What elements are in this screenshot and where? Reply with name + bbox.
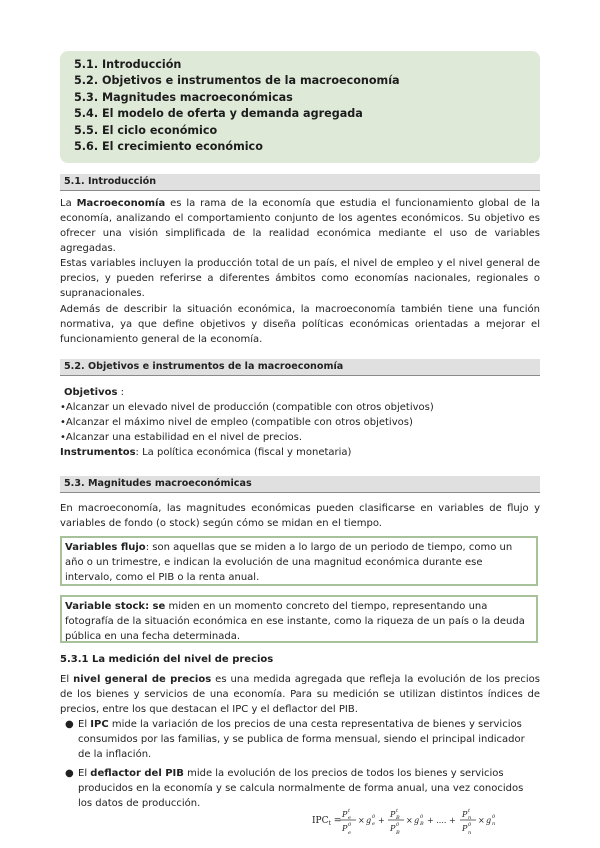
- svg-text:0: 0: [468, 822, 472, 828]
- svg-text:0: 0: [492, 814, 496, 820]
- svg-text:t: t: [396, 808, 399, 814]
- definition-box-flujo: [60, 536, 538, 586]
- toc-item[interactable]: 5.6. El crecimiento económico: [74, 140, 263, 154]
- svg-text:0: 0: [348, 822, 352, 828]
- svg-text:+ .... +: + .... +: [427, 816, 456, 825]
- svg-text:×: ×: [358, 816, 365, 825]
- text: mide la variación de los precios de una cesta representativa de bienes y servicios consumidos por las familias, y se publica de forma mensual, siendo el principal indicador de la inflación.: [78, 719, 525, 760]
- text: El: [78, 719, 91, 730]
- ipc-formula-image: [310, 803, 550, 839]
- bold-term: nivel general de precios: [73, 674, 212, 685]
- toc-item[interactable]: 5.4. El modelo de oferta y demanda agregada: [74, 107, 363, 121]
- svg-text:P: P: [390, 824, 396, 833]
- svg-text:B: B: [396, 815, 400, 821]
- definition-box-stock: [60, 595, 538, 643]
- text: es la rama de la economía que estudia el funcionamiento global de la economía, analizando el comportamiento conjunto de los agentes económicos. Su objetivo es ofrecer una visión simplificada de la realidad económica mediante el uso de variables agregadas.: [60, 198, 540, 254]
- toc-item[interactable]: 5.5. El ciclo económico: [74, 123, 218, 137]
- svg-text:t: t: [468, 808, 471, 814]
- svg-text:B: B: [396, 830, 400, 836]
- toc-item[interactable]: 5.2. Objetivos e instrumentos de la macroeconomía: [74, 74, 400, 88]
- svg-text:IPCt =: $IPC_t$ =: [312, 816, 342, 827]
- bullet-icon: ●: [65, 768, 74, 779]
- bold-term: Macroeconomía: [76, 198, 166, 209]
- paragraph: [60, 196, 540, 256]
- svg-text:P: P: [342, 810, 348, 819]
- svg-text:P: P: [462, 824, 468, 833]
- section-heading-text: 5.2. Objetivos e instrumentos de la macroeconomía: [64, 361, 344, 372]
- section-heading-5-2: [60, 359, 540, 376]
- section-heading-text: 5.3. Magnitudes macroeconómicas: [64, 478, 252, 489]
- text: :: [117, 387, 124, 398]
- bold-term: deflactor del PIB: [90, 768, 184, 779]
- svg-text:g: g: [366, 816, 372, 825]
- toc-item[interactable]: 5.1. Introducción: [74, 58, 182, 71]
- svg-text:n: n: [468, 815, 472, 821]
- objetivos-label: [64, 385, 124, 400]
- svg-text:e: e: [348, 830, 351, 836]
- bullet-icon: ●: [65, 719, 74, 730]
- bullet-item-ipc: [65, 717, 540, 762]
- table-of-contents: [60, 51, 540, 163]
- paragraph: En macroeconomía, las magnitudes económicas pueden clasificarse en variables de flujo y variables de fondo (o stock) según cómo se midan en el tiempo.: [60, 503, 540, 529]
- svg-text:B: B: [420, 821, 424, 827]
- section-heading-5-3: [60, 476, 540, 493]
- text: La: [60, 198, 77, 209]
- text: mide la evolución de los precios de todos los bienes y servicios producidos en la economía y se calcula normalmente de forma anual, una vez conocidos los datos de producción.: [78, 768, 524, 809]
- bold-term: Variable stock: se: [65, 601, 166, 612]
- svg-text:t: t: [348, 808, 351, 814]
- svg-text:e: e: [372, 821, 375, 827]
- instrumentos-line: [60, 445, 351, 460]
- svg-text:0: 0: [396, 822, 400, 828]
- bold-term: Objetivos: [64, 387, 118, 398]
- svg-text:g: g: [414, 816, 420, 825]
- toc-item[interactable]: 5.3. Magnitudes macroeconómicas: [74, 90, 293, 104]
- svg-text:g: g: [486, 816, 492, 825]
- bold-term: IPC: [90, 719, 109, 730]
- subsection-heading: 5.3.1 La medición del nivel de precios: [60, 654, 274, 665]
- paragraph: [60, 672, 540, 717]
- list-item: •Alcanzar el máximo nivel de empleo (compatible con otros objetivos): [60, 417, 413, 428]
- svg-text:P: P: [390, 810, 396, 819]
- section-heading-text: 5.1. Introducción: [64, 176, 157, 187]
- bold-term: Instrumentos: [60, 447, 136, 458]
- svg-text:e: e: [348, 815, 351, 821]
- text: El: [60, 674, 74, 685]
- text: El: [78, 768, 91, 779]
- text: miden en un momento concreto del tiempo, representando una fotografía de la situación económica en ese instante, como la riqueza de un país o la deuda pública en una fecha determinada.: [65, 601, 525, 642]
- text: : La política económica (fiscal y monetaria): [135, 447, 352, 458]
- svg-text:0: 0: [420, 814, 424, 820]
- svg-text:P: P: [342, 824, 348, 833]
- svg-text:P: P: [462, 810, 468, 819]
- svg-text:n: n: [492, 821, 496, 827]
- text: es una medida agregada que refleja la evolución de los precios de los bienes y servicios de una economía. Para su medición se utilizan distintos índices de precios, entre los que destacan el IPC y el deflactor del PIB.: [60, 674, 540, 715]
- svg-text:×: ×: [406, 816, 413, 825]
- section-heading-5-1: [60, 174, 540, 191]
- svg-text:×: ×: [478, 816, 485, 825]
- text: : son aquellas que se miden a lo largo de un periodo de tiempo, como un año o un trimestre, e indican la evolución de una magnitud económica durante ese intervalo, como el PIB o la renta anual.: [65, 542, 513, 583]
- list-item: •Alcanzar una estabilidad en el nivel de precios.: [60, 432, 303, 443]
- paragraph: Estas variables incluyen la producción total de un país, el nivel de empleo y el nivel general de precios, y pueden referirse a diferentes ámbitos como economías nacionales, regionales o supranacionales.: [60, 258, 540, 299]
- svg-text:n: n: [468, 830, 472, 836]
- svg-text:+: +: [378, 816, 385, 825]
- paragraph: Además de describir la situación económica, la macroeconomía también tiene una función normativa, ya que define objetivos y diseña políticas económicas orientadas a mejorar el funcionamiento general de la economía.: [60, 304, 540, 345]
- svg-text:0: 0: [372, 814, 376, 820]
- list-item: •Alcanzar un elevado nivel de producción (compatible con otros objetivos): [60, 402, 434, 413]
- bold-term: Variables flujo: [65, 542, 146, 553]
